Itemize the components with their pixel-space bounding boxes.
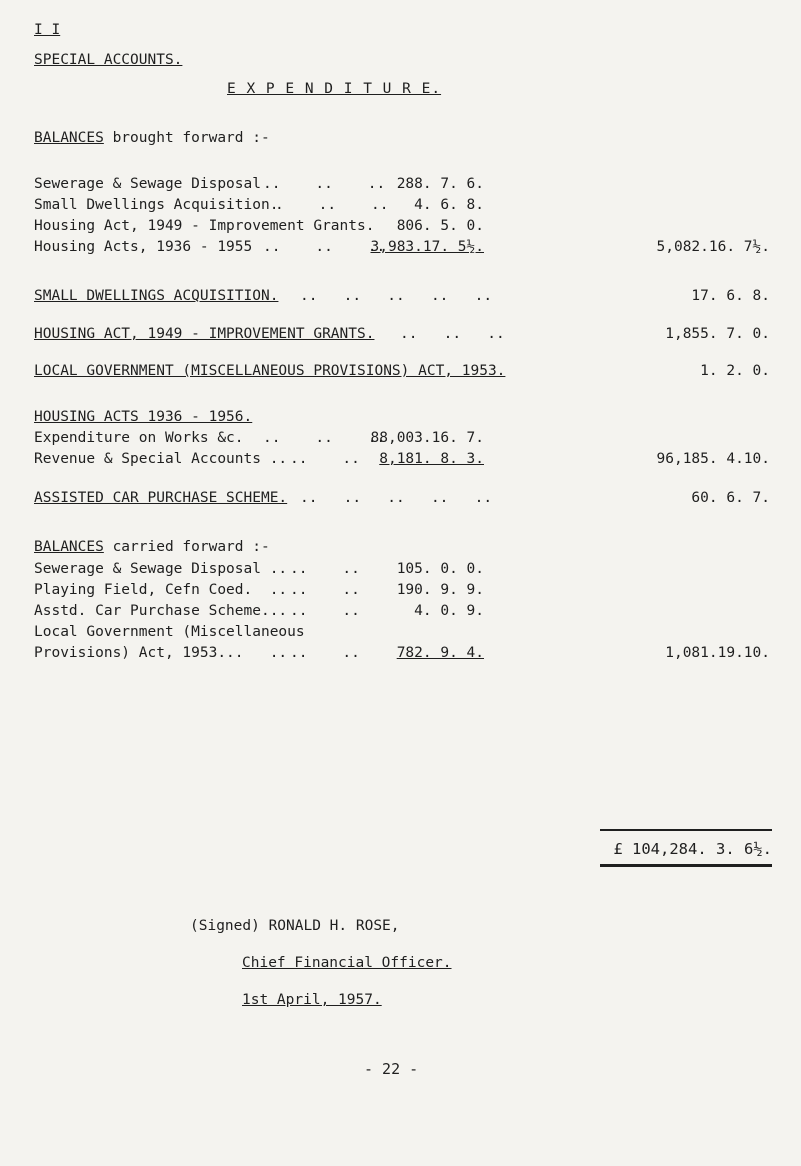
housing-1949-label: HOUSING ACT, 1949 - IMPROVEMENT GRANTS.: [34, 326, 375, 342]
signatory-title: Chief Financial Officer.: [242, 955, 452, 971]
cf-row-label: Local Government (Miscellaneous: [34, 624, 305, 640]
housing-1949-total: 1,855. 7. 0.: [665, 326, 770, 342]
cf-row-label: Provisions) Act, 1953... ..: [34, 645, 288, 661]
cf-row-dots: .. ..: [290, 645, 360, 661]
local-govt-total: 1. 2. 0.: [700, 363, 770, 379]
cf-row-amount: 105. 0. 0.: [396, 561, 484, 577]
page-number-bottom: - 22 -: [364, 1060, 419, 1078]
housing-acts-row-dots: .. .. ..: [263, 430, 386, 446]
cf-row-amount: 190. 9. 9.: [396, 582, 484, 598]
assisted-car-label: ASSISTED CAR PURCHASE SCHEME.: [34, 490, 288, 506]
assisted-car-total: 60. 6. 7.: [691, 490, 770, 506]
cf-row-amount: 782. 9. 4.: [396, 645, 484, 661]
cf-row-dots: .. ..: [290, 561, 360, 577]
cf-row-label: Sewerage & Sewage Disposal ..: [34, 561, 288, 577]
cf-row-dots: .. ..: [290, 582, 360, 598]
housing-1949-dots: .. .. ..: [400, 326, 505, 342]
balances-bf-label: BALANCES: [34, 130, 104, 146]
housing-acts-row-label: Revenue & Special Accounts ..: [34, 451, 288, 467]
assisted-car-dots: .. .. .. .. ..: [300, 490, 493, 506]
local-govt-label: LOCAL GOVERNMENT (MISCELLANEOUS PROVISIONS) ACT, 1953.: [34, 363, 506, 379]
cf-row-amount: 4. 0. 9.: [414, 603, 484, 619]
bf-row-amount: 806. 5. 0.: [396, 218, 484, 234]
bf-row-dots: . .. ..: [275, 197, 389, 213]
section-title: SPECIAL ACCOUNTS.: [34, 52, 183, 68]
balances-bf-rest: brought forward :-: [103, 130, 270, 146]
bf-total: 5,082.16. 7½.: [656, 239, 770, 255]
bf-row-label: Housing Act, 1949 - Improvement Grants.: [34, 218, 375, 234]
total-rule-top: [600, 829, 772, 831]
bf-row-label: Small Dwellings Acquisition.: [34, 197, 279, 213]
bf-row-label: Housing Acts, 1936 - 1955: [34, 239, 253, 255]
housing-acts-row-label: Expenditure on Works &c.: [34, 430, 244, 446]
report-date: 1st April, 1957.: [242, 992, 382, 1008]
housing-acts-row-dots: .. ..: [290, 451, 360, 467]
balances-bf-heading: [34, 130, 270, 146]
cf-total: 1,081.19.10.: [665, 645, 770, 661]
grand-total: £ 104,284. 3. 6½.: [613, 840, 772, 858]
bf-row-dots: .. .. ..: [263, 239, 386, 255]
page-number-top: I I: [34, 22, 61, 38]
housing-acts-row-amount: 8,181. 8. 3.: [379, 451, 484, 467]
small-dwellings-label: SMALL DWELLINGS ACQUISITION.: [34, 288, 279, 304]
bf-row-dots: .. .. ..: [263, 176, 386, 192]
cf-row-label: Playing Field, Cefn Coed. ..: [34, 582, 288, 598]
bf-row-amount: 3,983.17. 5½.: [370, 239, 484, 255]
cf-row-label: Asstd. Car Purchase Scheme...: [34, 603, 288, 619]
cf-row-dots: .. ..: [290, 603, 360, 619]
small-dwellings-total: 17. 6. 8.: [691, 288, 770, 304]
small-dwellings-dots: .. .. .. .. ..: [300, 288, 493, 304]
bf-row-amount: 4. 6. 8.: [414, 197, 484, 213]
balances-cf-heading: [34, 539, 270, 555]
expenditure-heading: E X P E N D I T U R E.: [227, 81, 442, 97]
bf-row-label: Sewerage & Sewage Disposal: [34, 176, 261, 192]
housing-acts-total: 96,185. 4.10.: [656, 451, 770, 467]
balances-cf-rest: carried forward :-: [103, 539, 270, 555]
signature: (Signed) RONALD H. ROSE,: [190, 918, 400, 934]
bf-row-amount: 288. 7. 6.: [396, 176, 484, 192]
housing-acts-label: HOUSING ACTS 1936 - 1956.: [34, 409, 253, 425]
total-rule-bottom: [600, 864, 772, 867]
balances-cf-label: BALANCES: [34, 539, 104, 555]
housing-acts-row-amount: 88,003.16. 7.: [370, 430, 484, 446]
